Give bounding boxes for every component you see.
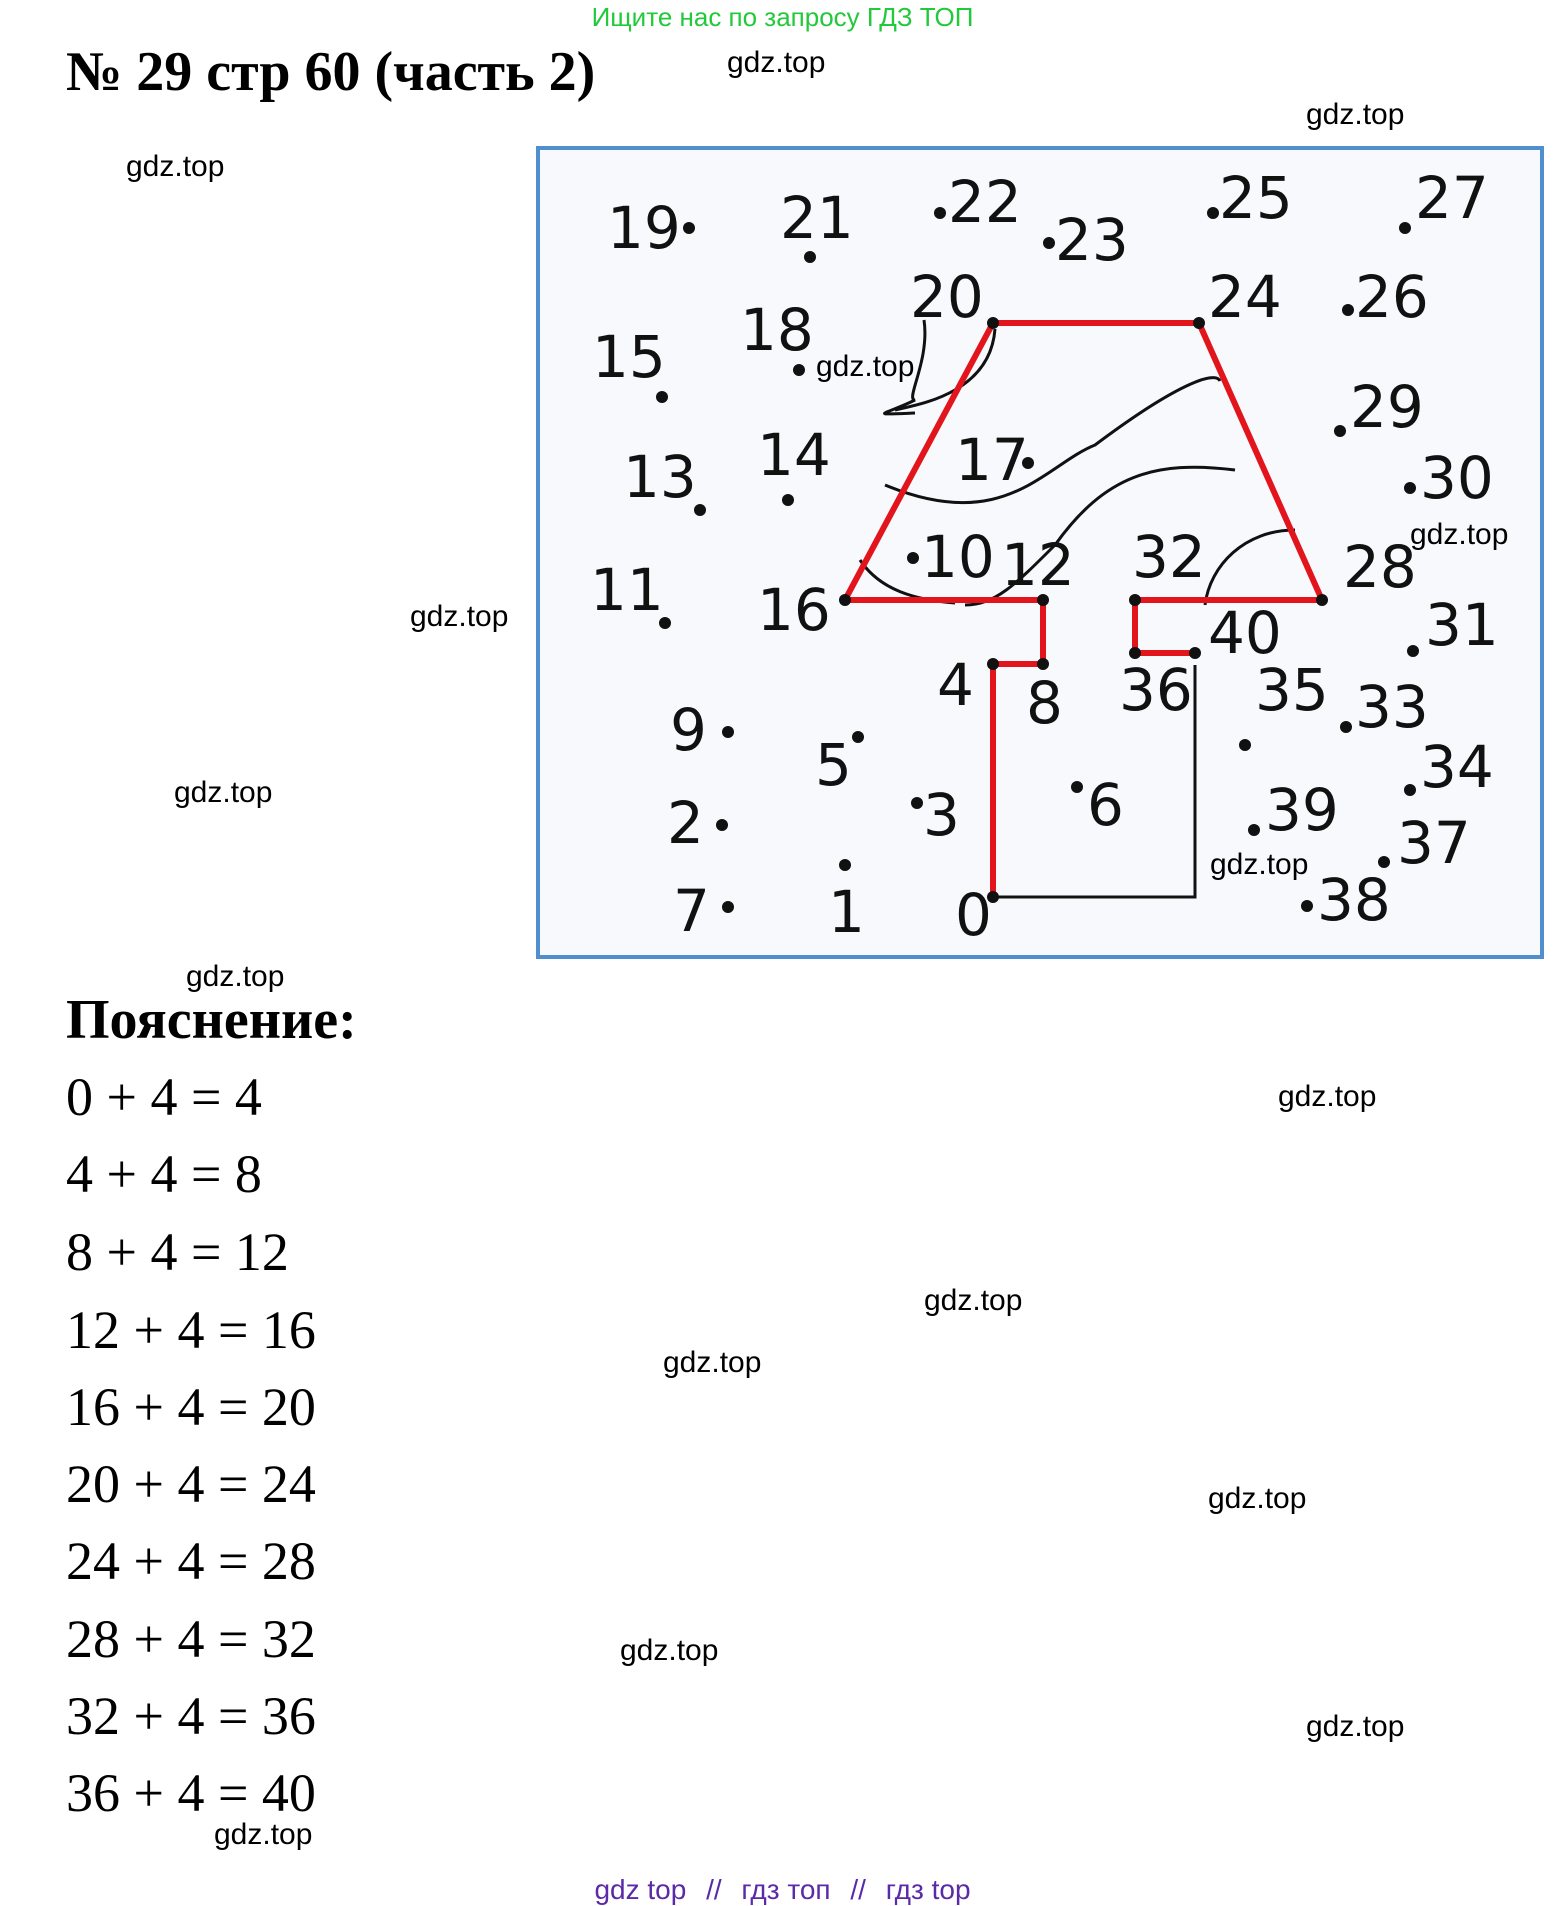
equation-line: 36 + 4 = 40	[66, 1763, 316, 1823]
dot-label: 15	[592, 323, 666, 391]
dot-label: 38	[1317, 866, 1391, 934]
dot-label: 13	[623, 443, 697, 511]
dot-label: 25	[1219, 164, 1293, 232]
equation-line: 28 + 4 = 32	[66, 1609, 316, 1669]
equation-line: 24 + 4 = 28	[66, 1531, 316, 1591]
dot-label: 24	[1208, 263, 1282, 331]
dot-label: 28	[1343, 533, 1417, 601]
dot-label: 34	[1420, 733, 1494, 801]
dot-label: 1	[828, 878, 865, 946]
dot-label: 27	[1415, 164, 1489, 232]
dot-label: 7	[673, 877, 710, 945]
watermark: gdz.top	[214, 1818, 313, 1851]
dot-label: 22	[948, 168, 1022, 236]
page-title: № 29 стр 60 (часть 2)	[66, 41, 596, 103]
dot-label: 11	[590, 556, 664, 624]
footer-separator: //	[706, 1874, 722, 1905]
dot-label: 29	[1350, 373, 1424, 441]
watermark: gdz.top	[1210, 848, 1309, 881]
dot-label: 18	[740, 296, 814, 364]
dot-label: 0	[955, 881, 992, 949]
dot-label: 26	[1355, 263, 1429, 331]
watermark: gdz.top	[663, 1346, 762, 1379]
equation-line: 0 + 4 = 4	[66, 1067, 262, 1127]
watermark: gdz.top	[1306, 1710, 1405, 1743]
dot-label: 30	[1420, 444, 1494, 512]
footer-separator: //	[850, 1874, 866, 1905]
dot-label: 17	[955, 426, 1029, 494]
footer-link[interactable]: гдз топ	[741, 1874, 831, 1905]
footer-links	[0, 1874, 1565, 1906]
equation-line: 20 + 4 = 24	[66, 1454, 316, 1514]
dot-label: 21	[780, 184, 854, 252]
equation-line: 16 + 4 = 20	[66, 1377, 316, 1437]
watermark: gdz.top	[727, 46, 826, 79]
footer-link[interactable]: gdz top	[594, 1874, 687, 1905]
watermark: gdz.top	[924, 1284, 1023, 1317]
dot-label: 31	[1425, 591, 1499, 659]
dot-label: 12	[1001, 531, 1075, 599]
equation-line: 32 + 4 = 36	[66, 1686, 316, 1746]
dot-label: 40	[1208, 599, 1282, 667]
dot-label: 5	[815, 731, 852, 799]
dot-label: 16	[757, 576, 831, 644]
dot-label: 35	[1255, 656, 1329, 724]
dot-label: 6	[1087, 771, 1124, 839]
watermark: gdz.top	[1278, 1080, 1377, 1113]
watermark: gdz.top	[816, 350, 915, 383]
watermark: gdz.top	[174, 776, 273, 809]
dot-label: 10	[921, 523, 995, 591]
search-banner: Ищите нас по запросу ГДЗ ТОП	[591, 2, 974, 32]
dot-label: 33	[1355, 673, 1429, 741]
equation-line: 4 + 4 = 8	[66, 1144, 262, 1204]
dot-label: 3	[923, 781, 960, 849]
watermark: gdz.top	[1306, 98, 1405, 131]
footer-link[interactable]: гдз top	[885, 1874, 971, 1905]
dot-label: 39	[1265, 776, 1339, 844]
watermark: gdz.top	[186, 960, 285, 993]
dot-label: 32	[1132, 523, 1206, 591]
watermark: gdz.top	[126, 150, 225, 183]
watermark: gdz.top	[620, 1634, 719, 1667]
watermark: gdz.top	[1208, 1482, 1307, 1515]
watermark: gdz.top	[410, 600, 509, 633]
equation-line: 8 + 4 = 12	[66, 1222, 289, 1282]
dot-label: 2	[667, 789, 704, 857]
dot-label: 4	[937, 651, 974, 719]
connect-dots-puzzle	[535, 145, 1545, 960]
dot-label: 37	[1397, 809, 1471, 877]
dot-label: 9	[670, 696, 707, 764]
dot-label: 19	[607, 194, 681, 262]
dot-label: 20	[910, 263, 984, 331]
explanation-heading: Пояснение:	[66, 989, 357, 1051]
dot-label: 14	[757, 421, 831, 489]
equation-line: 12 + 4 = 16	[66, 1300, 316, 1360]
dot-label: 23	[1055, 206, 1129, 274]
watermark: gdz.top	[1410, 518, 1509, 551]
dot-label: 36	[1119, 656, 1193, 724]
dot-label: 8	[1026, 669, 1063, 737]
